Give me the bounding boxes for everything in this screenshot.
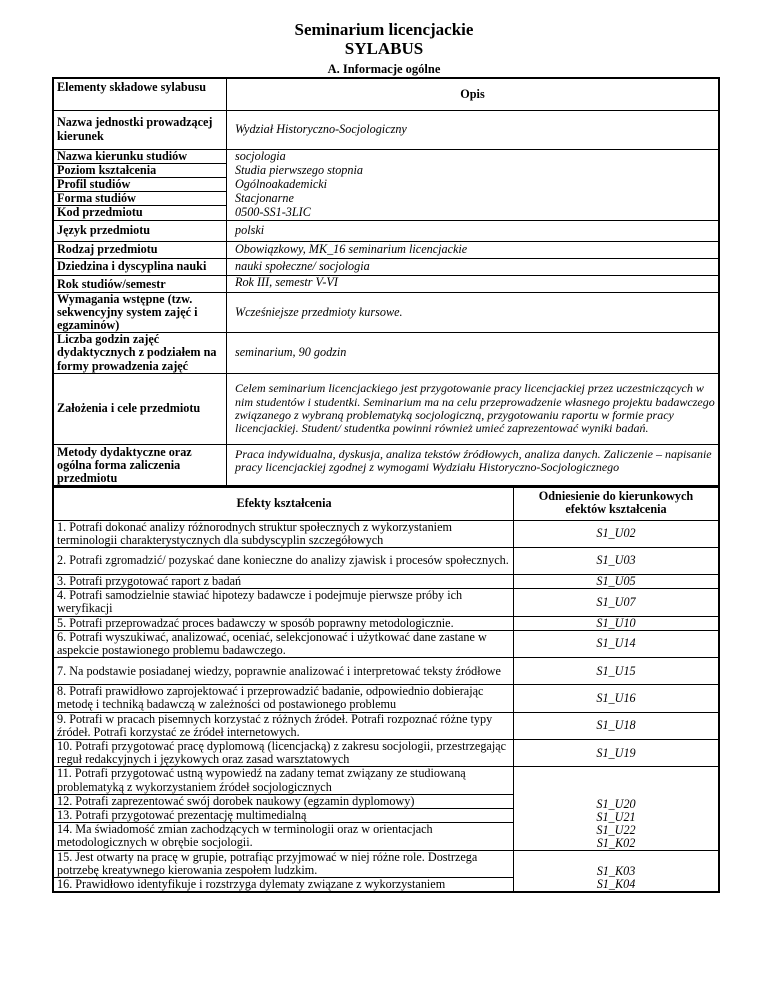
outcome-row	[53, 547, 719, 574]
outcome-ref: S1_U21	[596, 809, 636, 824]
outcomes-table-header	[53, 486, 719, 520]
outcome-row	[53, 685, 719, 712]
info-row	[53, 275, 719, 292]
info-value: socjologia	[227, 149, 720, 163]
outcome-text: 4. Potrafi samodzielnie stawiać hipotezy badawcze i podejmuje pierwsze próby ich weryfikacji	[53, 589, 514, 616]
info-value: 0500-SS1-3LIC	[227, 206, 720, 220]
outcome-text: 5. Potrafi przeprowadzać proces badawczy w sposób poprawny metodologicznie.	[53, 616, 514, 630]
outcome-row	[53, 589, 719, 616]
info-value: Praca indywidualna, dyskusja, analiza tekstów źródłowych, analiza danych. Zaliczenie – napisanie pracy licencjackiej zgodnej z wymogami Wydziału Historyczno-Socjologicznego	[227, 444, 720, 487]
info-row	[53, 110, 719, 149]
outcome-row	[53, 520, 719, 547]
outcomes-table	[52, 485, 720, 893]
info-row	[53, 220, 719, 241]
outcome-text: 3. Potrafi przygotować raport z badań	[53, 574, 514, 588]
outcomes-col-header-effects: Efekty kształcenia	[53, 486, 514, 520]
outcome-ref: S1_K03	[596, 864, 636, 879]
outcome-ref: S1_U07	[514, 589, 720, 616]
outcome-ref: S1_U10	[514, 616, 720, 630]
info-row	[53, 333, 719, 374]
outcome-text: 12. Potrafi zaprezentować swój dorobek naukowy (egzamin dyplomowy)	[53, 794, 514, 808]
outcomes-col-header-reference: Odniesienie do kierunkowych efektów kształcenia	[514, 486, 720, 520]
info-label: Kod przedmiotu	[53, 206, 227, 220]
info-label: Nazwa kierunku studiów	[53, 149, 227, 163]
outcome-ref: S1_U15	[514, 658, 720, 685]
outcome-text: 10. Potrafi przygotować pracę dyplomową (licencjacką) z zakresu socjologii, przestrzegając reguł redakcyjnych i językowych oraz zasad warsztatowych	[53, 739, 514, 766]
outcome-row	[53, 658, 719, 685]
info-label: Rok studiów/semestr	[53, 275, 227, 292]
info-value: Ogólnoakademicki	[227, 177, 720, 191]
outcome-text: 15. Jest otwarty na pracę w grupie, potrafiąc przyjmować w niej różne role. Dostrzega potrzebę kreatywnego kierowania zespołem ludzkim.	[53, 850, 514, 877]
info-value: polski	[227, 220, 720, 241]
outcome-ref: S1_U05	[514, 574, 720, 588]
info-label: Rodzaj przedmiotu	[53, 241, 227, 258]
outcome-row	[53, 616, 719, 630]
outcome-text: 8. Potrafi prawidłowo zaprojektować i przeprowadzić badanie, odpowiednio dobierając metodę i techniką badawczą w zależności od postawionego problemu	[53, 685, 514, 712]
info-row	[53, 206, 719, 220]
outcome-ref-group	[514, 767, 720, 850]
info-label: Nazwa jednostki prowadzącej kierunek	[53, 110, 227, 149]
info-label: Metody dydaktyczne oraz ogólna forma zaliczenia przedmiotu	[53, 444, 227, 487]
outcome-row	[53, 712, 719, 739]
info-label: Profil studiów	[53, 177, 227, 191]
outcome-text: 7. Na podstawie posiadanej wiedzy, poprawnie analizować i interpretować teksty źródłowe	[53, 658, 514, 685]
info-row	[53, 373, 719, 444]
outcome-text: 1. Potrafi dokonać analizy różnorodnych struktur społecznych z wykorzystaniem terminologii charakterystycznych dla subdyscyplin szczegółowych	[53, 520, 514, 547]
outcome-text: 13. Potrafi przygotować prezentację multimedialną	[53, 808, 514, 822]
document-title: Seminarium licencjackie	[294, 20, 474, 39]
outcome-ref: S1_U19	[514, 739, 720, 766]
info-label: Wymagania wstępne (tzw. sekwencyjny system zajęć i egzaminów)	[53, 292, 227, 333]
info-row	[53, 444, 719, 487]
info-row	[53, 149, 719, 163]
info-row	[53, 292, 719, 333]
info-value: Rok III, semestr V-VI	[227, 275, 720, 292]
info-value: Wydział Historyczno-Socjologiczny	[227, 110, 720, 149]
info-table	[52, 77, 720, 488]
outcome-text: 6. Potrafi wyszukiwać, analizować, oceniać, selekcjonować i użytkować dane zastane w aspekcie postawionego problemu badawczego.	[53, 630, 514, 657]
outcome-ref: S1_K04	[596, 877, 636, 892]
outcome-row	[53, 739, 719, 766]
info-table-header	[53, 78, 719, 110]
info-row	[53, 241, 719, 258]
info-value: Celem seminarium licencjackiego jest przygotowanie pracy licencjackiej przez uczestniczących w nim studentów i studentki. Seminarium ma na celu przeprowadzenie własnego projektu badawczego związanego z wybraną problematyką socjologiczną, przygotowaniu raportu w formie pracy licencjackiej. Student/ studentka powinni również umieć zaprezentować wyniki badań.	[227, 373, 720, 444]
outcome-ref: S1_U20	[596, 796, 636, 811]
outcome-text: 16. Prawidłowo identyfikuje i rozstrzyga dylematy związane z wykorzystaniem	[53, 877, 514, 892]
outcome-ref-group	[514, 850, 720, 892]
info-label: Dziedzina i dyscyplina nauki	[53, 258, 227, 275]
info-label: Liczba godzin zajęć dydaktycznych z podziałem na formy prowadzenia zajęć	[53, 333, 227, 374]
document-subtitle: SYLABUS	[344, 39, 424, 58]
section-heading: A. Informacje ogólne	[327, 62, 441, 76]
info-value: Studia pierwszego stopnia	[227, 163, 720, 177]
info-value: nauki społeczne/ socjologia	[227, 258, 720, 275]
outcome-ref: S1_U14	[514, 630, 720, 657]
info-value: Obowiązkowy, MK_16 seminarium licencjackie	[227, 241, 720, 258]
info-col-header-elements: Elementy składowe sylabusu	[53, 78, 227, 110]
info-label: Język przedmiotu	[53, 220, 227, 241]
info-value: seminarium, 90 godzin	[227, 333, 720, 374]
info-label: Poziom kształcenia	[53, 163, 227, 177]
outcome-text: 11. Potrafi przygotować ustną wypowiedź na zadany temat związany ze studiowaną problematyką z wykorzystaniem źródeł socjologicznych	[53, 767, 514, 794]
outcome-text: 9. Potrafi w pracach pisemnych korzystać z różnych źródeł. Potrafi rozpoznać różne typy źródeł. Potrafi korzystać ze źródeł internetowych.	[53, 712, 514, 739]
info-value: Wcześniejsze przedmioty kursowe.	[227, 292, 720, 333]
outcome-row	[53, 850, 719, 877]
outcome-row	[53, 767, 719, 794]
outcome-ref: S1_U18	[514, 712, 720, 739]
info-row	[53, 177, 719, 191]
info-label: Forma studiów	[53, 192, 227, 206]
outcome-ref: S1_U02	[514, 520, 720, 547]
outcome-ref: S1_U16	[514, 685, 720, 712]
info-row	[53, 192, 719, 206]
info-row	[53, 163, 719, 177]
info-value: Stacjonarne	[227, 192, 720, 206]
outcome-ref: S1_K02	[596, 835, 636, 850]
outcome-text: 2. Potrafi zgromadzić/ pozyskać dane konieczne do analizy zjawisk i procesów społecznych.	[53, 547, 514, 574]
outcome-text: 14. Ma świadomość zmian zachodzących w terminologii oraz w orientacjach metodologicznych w obrębie socjologii.	[53, 823, 514, 850]
outcome-ref: S1_U03	[514, 547, 720, 574]
info-label: Założenia i cele przedmiotu	[53, 373, 227, 444]
outcome-row	[53, 574, 719, 588]
info-row	[53, 258, 719, 275]
info-col-header-description: Opis	[227, 78, 720, 110]
outcome-ref: S1_U22	[596, 822, 636, 837]
outcome-row	[53, 630, 719, 657]
